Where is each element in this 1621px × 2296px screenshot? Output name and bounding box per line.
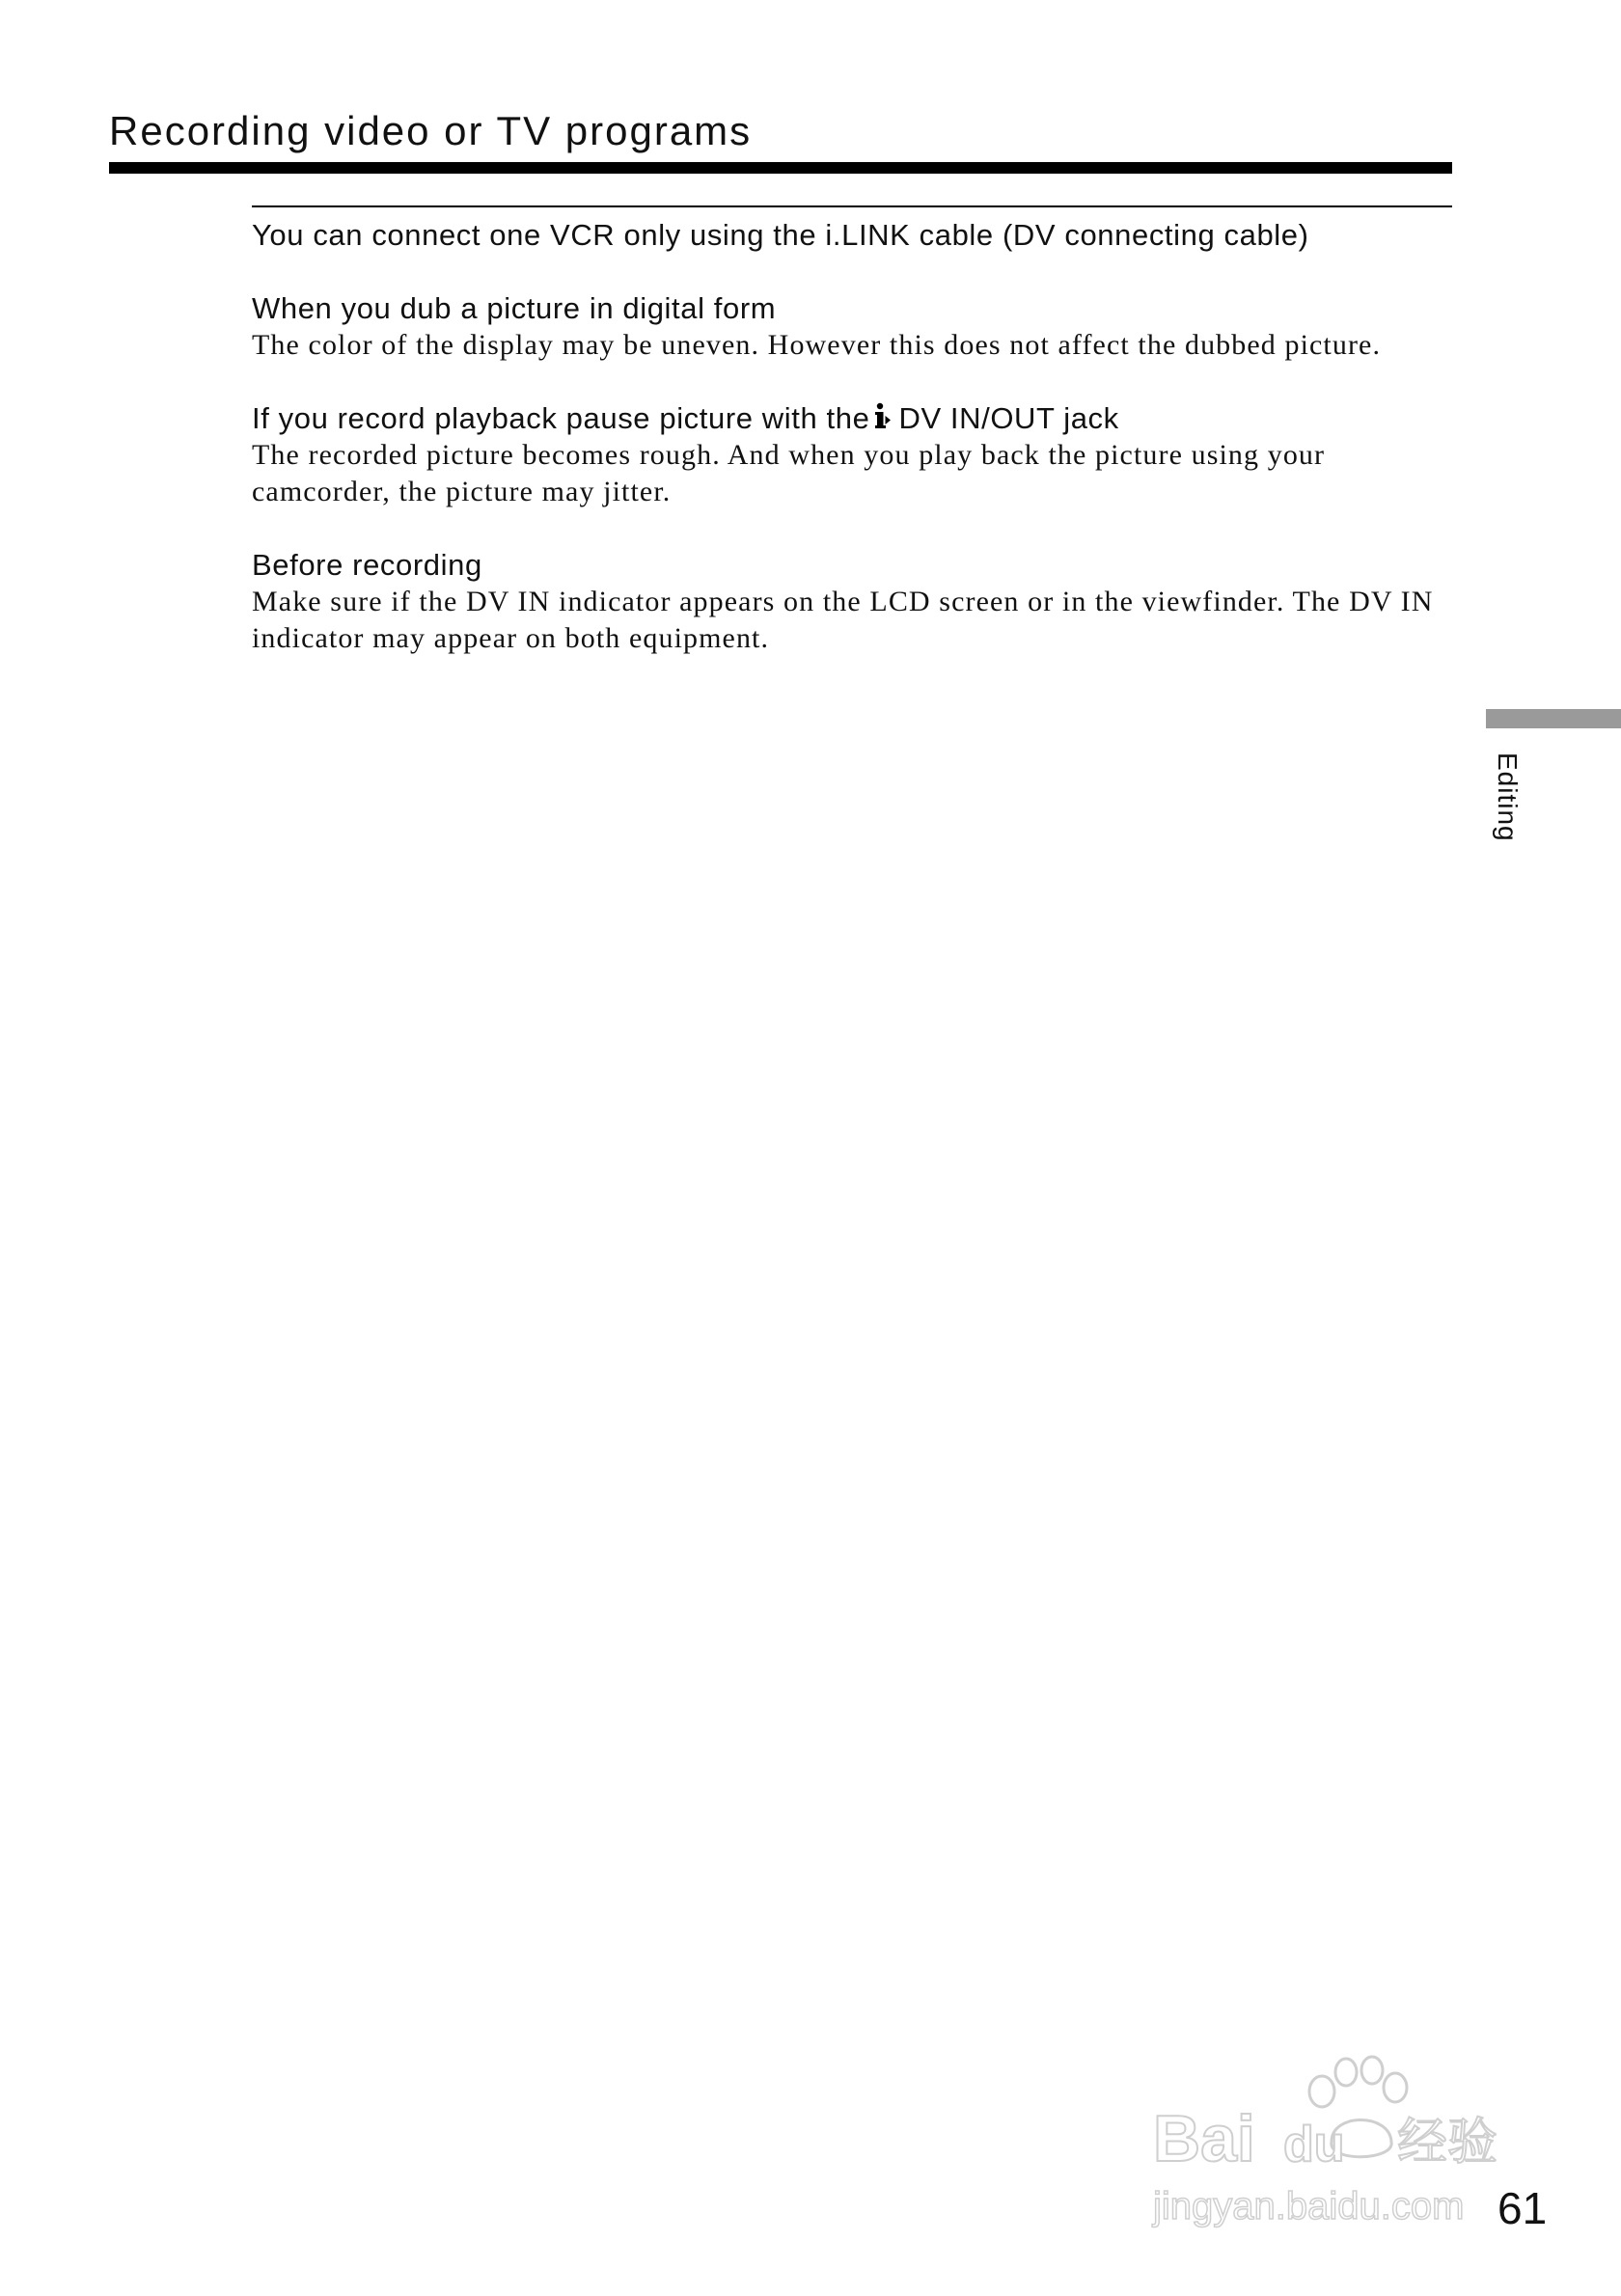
note-record-pause [252, 400, 1452, 510]
title-rule [109, 162, 1452, 174]
note-connect-vcr [252, 217, 1452, 254]
baidu-jingyan-watermark [1148, 2036, 1534, 2228]
note-body: Make sure if the DV IN indicator appears on the LCD screen or in the viewfinder. The DV IN indicator may appear on both equipment. [252, 586, 1434, 654]
note-heading-end: DV IN/OUT jack [898, 401, 1119, 435]
note-body: The color of the display may be uneven. However this does not affect the dubbed picture. [252, 329, 1382, 361]
i-link-icon [873, 401, 893, 430]
svg-text:经验: 经验 [1397, 2114, 1498, 2172]
note-heading: When you dub a picture in digital form [252, 291, 777, 325]
note-before-recording [252, 547, 1452, 657]
note-heading [252, 400, 1452, 437]
watermark-url: jingyan.baidu.com [1153, 2185, 1465, 2228]
section-tab-marker [1486, 709, 1621, 728]
page-title: Recording video or TV programs [109, 108, 753, 153]
note-heading: Before recording [252, 548, 482, 582]
note-body: The recorded picture becomes rough. And when you play back the picture using your camcorder, the picture may jitter. [252, 439, 1326, 507]
note-dub-digital [252, 290, 1452, 364]
svg-text:du: du [1283, 2117, 1345, 2173]
page-number: 61 [1497, 2183, 1548, 2233]
notes-top-rule [252, 205, 1452, 207]
note-heading: You can connect one VCR only using the i.LINK cable (DV connecting cable) [252, 218, 1309, 252]
section-tab-label: Editing [1493, 752, 1523, 842]
svg-text:Bai: Bai [1153, 2102, 1255, 2175]
note-heading-start: If you record playback pause picture with the [252, 401, 870, 435]
notes-section [252, 205, 1452, 657]
